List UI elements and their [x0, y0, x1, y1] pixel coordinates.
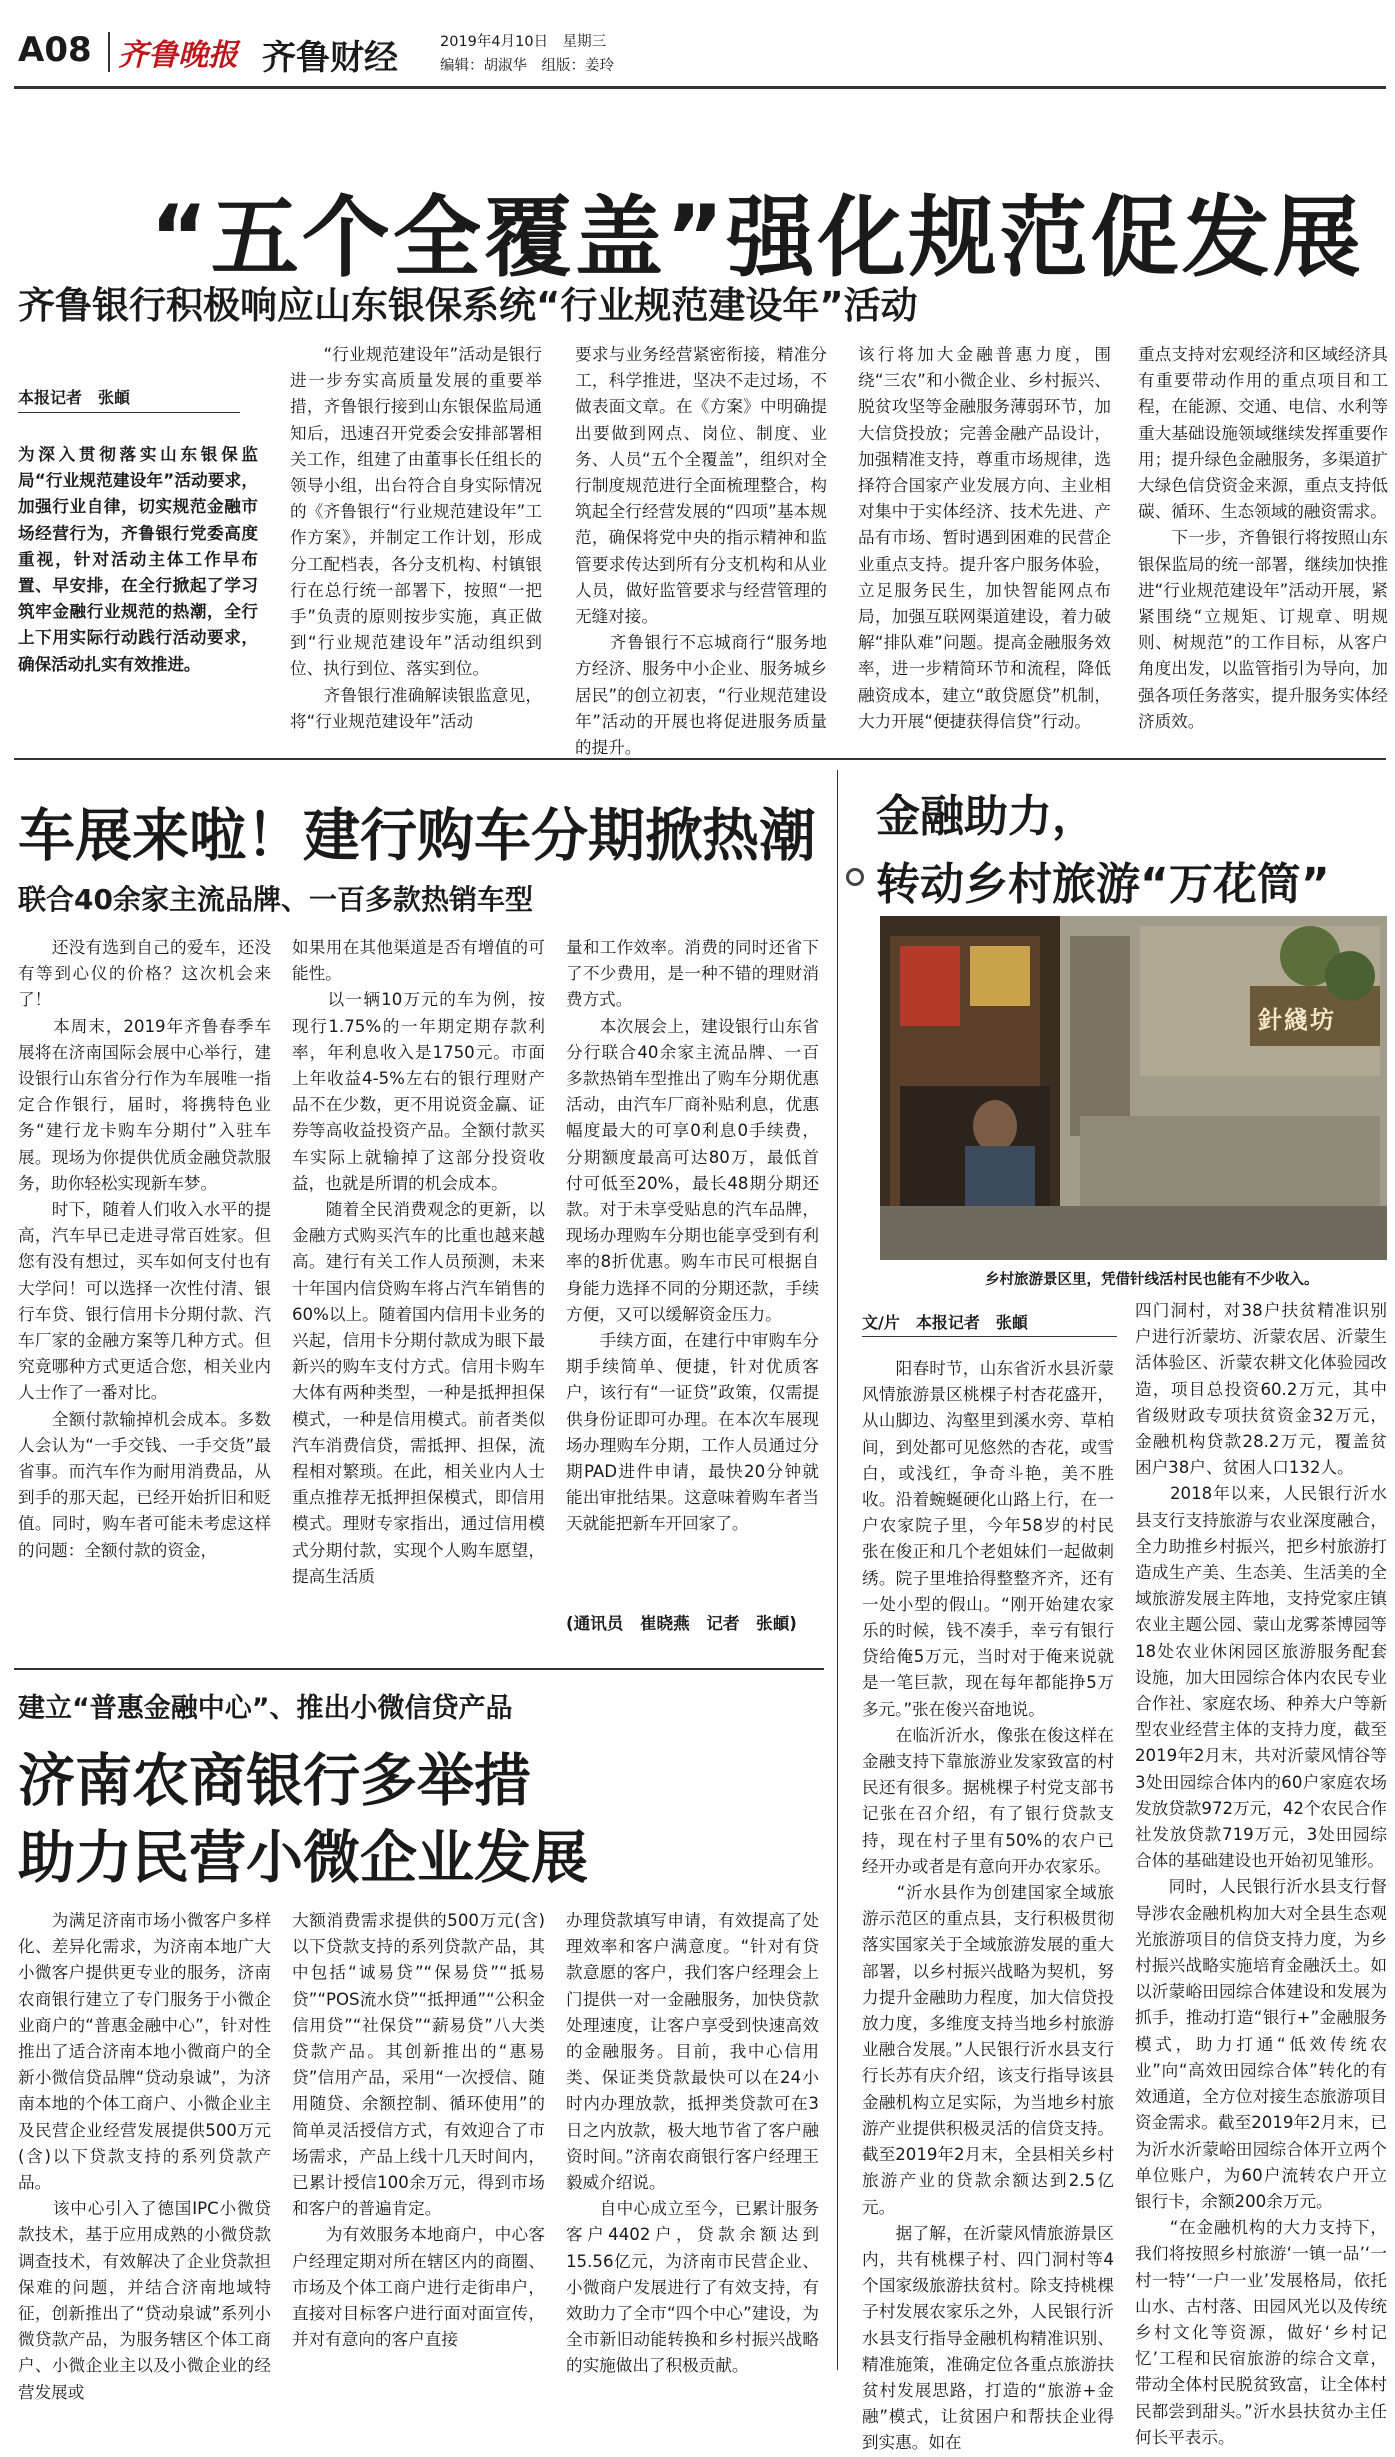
article1-col3: 要求与业务经营紧密衔接，精准分工，科学推进，坚决不走过场，不做表面文章。在《方案》中明确提出要做到网点、岗位、制度、业务、人员“五个全覆盖”，组织对全行制度规范进行全面梳理整合，构筑起全行经营发展的“四项”基本规范，确保将党中央的指示精神和监管要求传达到所有分支机构和从业人员，做好监管要求与经营管理的无缝对接。 齐鲁银行不忘城商行“服务地方经济、服务中小企业、服务城乡居民”的创立初衷，“行业规范建设年”活动的开展也将促进服务质量的提升。 — [575, 345, 827, 758]
village-photo-illustration — [880, 916, 1387, 1260]
page-number: A08 — [18, 30, 92, 70]
article3-kicker: 建立“普惠金融中心”、推出小微信贷产品 — [18, 1693, 513, 1724]
editor-credits: 编辑：胡淑华 组版：姜玲 — [440, 58, 614, 74]
headline-marker-icon — [846, 868, 864, 886]
article4-headline-line1: 金融助力， — [876, 791, 1096, 842]
article3-headline-line2: 助力民营小微企业发展 — [18, 1825, 588, 1891]
article1-col4: 该行将加大金融普惠力度，围绕“三农”和小微企业、乡村振兴、脱贫攻坚等金融服务薄弱环节，加大信贷投放；完善金融产品设计，加强精准支持，尊重市场规律，选择符合国家产业发展方向、主业相对集中于实体经济、技术先进、产品有市场、暂时遇到困难的民营企业重点支持。提升客户服务体验，立足服务民生，加快智能网点布局，加强互联网渠道建设，着力破解“排队难”问题。提高金融服务效率，进一步精简环节和流程，降低融资成本，建立“敢贷愿贷”机制，大力开展“便捷获得信贷”行动。 — [858, 345, 1111, 731]
article4-byline-rule — [862, 1336, 1117, 1337]
article2-col1: 还没有选到自己的爱车，还没有等到心仪的价格？这次机会来了！ 本周末，2019年齐鲁春季车展将在济南国际会展中心举行，建设银行山东省分行作为车展唯一指定合作银行，届时，将携特色业务“建行龙卡购车分期付”入驻车展。现场为你提供优质金融贷款服务，助你轻松实现新车梦。 时下，随着人们收入水平的提高，汽车早已走进寻常百姓家。但您有没有想过，买车如何支付也有大学问！可以选择一次性付清、银行车贷、银行信用卡分期付款、汽车厂家的金融方案等几种方式。但究竟哪种方式更适合您，相关业内人士作了一番对比。 全额付款输掉机会成本。多数人会认为“一手交钱、一手交货”最省事。而汽车作为耐用消费品，从到手的那天起，已经开始折旧和贬值。同时，购车者可能未考虑这样的问题：全额付款的资金， — [18, 938, 271, 1560]
header-divider — [108, 32, 110, 72]
article2-col2: 如果用在其他渠道是否有增值的可能性。 以一辆10万元的车为例，按现行1.75%的一年期定期存款利率，年利息收入是1750元。市面上年收益4-5%左右的银行理财产品不在少数，更不用说资金赢、证券等高收益投资产品。全额付款买车实际上就输掉了这部分投资收益，也就是所谓的机会成本。 随着全民消费观念的更新，以金融方式购买汽车的比重也越来越高。建行有关工作人员预测，未来十年国内信贷购车将占汽车销售的60%以上。随着国内信用卡业务的兴起，信用卡分期付款成为眼下最新兴的购车支付方式。信用卡购车大体有两种类型，一种是抵押担保模式，一种是信用模式。前者类似汽车消费信贷，需抵押、担保，流程相对繁琐。在此，相关业内人士重点推荐无抵押担保模式，即信用模式。理财专家指出，通过信用模式分期付款，实现个人购车愿望，提高生活质 — [292, 938, 545, 1586]
article2-headline: 车展来啦！建行购车分期掀热潮 — [18, 803, 816, 869]
article1-headline: “五个全覆盖”强化规范促发展 — [150, 186, 1364, 289]
article2-col3: 量和工作效率。消费的同时还省下了不少费用，是一种不错的理财消费方式。 本次展会上，建设银行山东省分行联合40余家主流品牌、一百多款热销车型推出了购车分期优惠活动，由汽车厂商补贴利息，优惠幅度最大的可享0利息0手续费，分期额度最高可达80万，最低首付可低至20%，最长48期分期还款。对于未享受贴息的汽车品牌，现场办理购车分期也能享受到有利率的8折优惠。购车市民可根据自身能力选择不同的分期还款，手续方便，又可以缓解资金压力。 手续方面，在建行中审购车分期手续简单、便捷，针对优质客户，该行有“一证贷”政策，仅需提供身份证即可办理。在本次车展现场办理购车分期，工作人员通过分期PAD进件申请，最快20分钟就能出审批结果。这意味着购车者当天就能把新车开回家了。 — [566, 938, 819, 1534]
article4-col2: 四门洞村，对38户扶贫精准识别户进行沂蒙坊、沂蒙农居、沂蒙生活体验区、沂蒙农耕文化体验园改造，项目总投资60.2万元，其中省级财政专项扶贫资金32万元，金融机构贷款28.2万元，覆盖贫困户38户、贫困人口132人。 2018年以来，人民银行沂水县支行支持旅游与农业深度融合，全力助推乡村振兴，把乡村旅游打造成生产美、生态美、生活美的全域旅游发展主阵地，支持党家庄镇农业主题公园、蒙山龙雾茶博园等18处农业休闲园区旅游服务配套设施，加大田园综合体内农民专业合作社、家庭农场、种养大户等新型农业经营主体的支持力度，截至2019年2月末，共对沂蒙风情谷等3处田园综合体内的60户家庭农场发放贷款972万元，42个农民合作社发放贷款719万元，3处田园综合体的基础建设也开始初见雏形。 同时，人民银行沂水县支行督导涉农金融机构加大对全县生态观光旅游项目的信贷支持力度，为乡村振兴战略实施培育金融沃土。如以沂蒙峪田园综合体建设和发展为抓手，推动打造“银行+”金融服务模式，助力打通“低效传统农业”向“高效田园综合体”转化的有效通道，全方位对接生态旅游项目资金需求。截至2019年2月末，已为沂水沂蒙峪田园综合体开立两个单位账户，为60户流转农户开立银行卡，余额200余万元。 “在金融机构的大力支持下，我们将按照乡村旅游‘一镇一品’‘一村一特’‘一户一业’发展格局，依托山水、古村落、田园风光以及传统乡村文化等资源，做好‘乡村记忆’工程和民宿旅游的综合文章，带动全体村民脱贫致富，让全体村民都尝到甜头。”沂水县扶贫办主任何长平表示。 — [1135, 1301, 1387, 2447]
article4-headline-line2: 转动乡村旅游“万花筒” — [876, 859, 1330, 910]
section-rule-2 — [14, 1668, 824, 1670]
article3-col1: 为满足济南市场小微客户多样化、差异化需求，为济南本地广大小微客户提供更专业的服务，济南农商银行建立了专门服务于小微企业商户的“普惠金融中心”，针对性推出了适合济南本地小微商户的全新小微信贷品牌“贷动泉诚”，为济南本地的个体工商户、小微企业主及民营企业经营发展提供500万元(含)以下贷款支持的系列贷款产品。 该中心引入了德国IPC小微贷款技术，基于应用成熟的小微贷款调查技术，有效解决了企业贷款担保难的问题，并结合济南地域特征，创新推出了“贷动泉诚”系列小微贷款产品，为服务辖区个体工商户、小微企业主以及小微企业的经营发展或 — [18, 1911, 271, 2402]
article4-byline: 文/片 本报记者 张頔 — [862, 1313, 1028, 1332]
article4-col1: 阳春时节，山东省沂水县沂蒙风情旅游景区桃棵子村杏花盛开，从山脚边、沟壑里到溪水旁、草柏间，到处都可见悠然的杏花，或雪白，或浅红，争奇斗艳，美不胜收。沿着蜿蜒硬化山路上行，在一户农家院子里，今年58岁的村民张在俊正和几个老姐妹们一起做刺绣。院子里堆拾得整整齐齐，还有一处小型的假山。“刚开始建农家乐的时候，钱不凑手，幸亏有银行贷给俺5万元，当时对于俺来说就是一笔巨款，现在每年都能挣5万多元。”张在俊兴奋地说。 在临沂沂水，像张在俊这样在金融支持下靠旅游业发家致富的村民还有很多。据桃棵子村党支部书记张在召介绍，有了银行贷款支持，现在村子里有50%的农户已经开办或者是有意向开办农家乐。 “沂水县作为创建国家全域旅游示范区的重点县，支行积极贯彻落实国家关于全域旅游发展的重大部署，以乡村振兴战略为契机，努力提升金融助力程度，加大信贷投放力度，多维度支持当地乡村旅游业融合发展。”人民银行沂水县支行行长苏有庆介绍，该支行指导该县金融机构立足实际，为当地乡村旅游产业提供积极灵活的信贷支持。截至2019年2月末，全县相关乡村旅游产业的贷款余额达到2.5亿元。 据了解，在沂蒙风情旅游景区内，共有桃棵子村、四门洞村等4个国家级旅游扶贫村。除支持桃棵子村发展农家乐之外，人民银行沂水县支行指导金融机构精准识别、精准施策，准确定位各重点旅游扶贫村发展思路，打造的“旅游+金融”模式，让贫困户和帮扶企业得到实惠。如在 — [862, 1359, 1114, 2453]
section-rule-1 — [14, 758, 1386, 760]
article2-credit: (通讯员 崔晓燕 记者 张頔) — [566, 1614, 797, 1633]
column-rule-right — [837, 770, 838, 2370]
issue-date: 2019年4月10日 星期三 — [440, 34, 607, 50]
article2-subhead: 联合40余家主流品牌、一百多款热销车型 — [18, 883, 533, 916]
byline-rule — [18, 412, 240, 413]
article1-byline: 本报记者 张頔 — [18, 388, 131, 407]
header-rule — [14, 86, 1386, 89]
photo-caption: 乡村旅游景区里，凭借针线活村民也能有不少收入。 — [985, 1272, 1319, 1288]
article4-photo — [880, 916, 1387, 1260]
section-title: 齐鲁财经 — [262, 38, 398, 78]
article1-col5: 重点支持对宏观经济和区域经济具有重要带动作用的重点项目和工程，在能源、交通、电信、水利等重大基础设施领域继续发挥重要作用；提升绿色金融服务，多渠道扩大绿色信贷资金来源，重点支持低碳、循环、生态领域的融资需求。 下一步，齐鲁银行将按照山东银保监局的统一部署，继续加快推进“行业规范建设年”活动开展，紧紧围绕“立规矩、订规章、明规则、树规范”的工作目标，从客户角度出发，以监管指引为导向，加强各项任务落实，提升服务实体经济质效。 — [1138, 345, 1388, 731]
article1-col2: “行业规范建设年”活动是银行进一步夯实高质量发展的重要举措，齐鲁银行接到山东银保监局通知后，迅速召开党委会安排部署相关工作，组建了由董事长任组长的领导小组，出台符合自身实际情况的《齐鲁银行“行业规范建设年”工作方案》，并制定工作计划，形成分工配档表，各分支机构、村镇银行在总行统一部署下，按照“一把手”负责的原则按步实施，真正做到“行业规范建设年”活动组织到位、执行到位、落实到位。 齐鲁银行准确解读银监意见，将“行业规范建设年”活动 — [290, 345, 542, 731]
article1-subhead: 齐鲁银行积极响应山东银保系统“行业规范建设年”活动 — [18, 284, 918, 327]
article3-col2: 大额消费需求提供的500万元(含)以下贷款支持的系列贷款产品，其中包括“诚易贷”“保易贷”“抵易贷”“POS流水贷”“抵押通”“公积金信用贷”“社保贷”“薪易贷”八大类贷款产品。其创新推出的“惠易贷”信用产品，采用“一次授信、随用随贷、余额控制、循环使用”的简单灵活授信方式，有效迎合了市场需求，产品上线十几天时间内，已累计授信100余万元，得到市场和客户的普遍肯定。 为有效服务本地商户，中心客户经理定期对所在辖区内的商圈、市场及个体工商户进行走街串户，直接对目标客户进行面对面宣传，并对有意向的客户直接 — [292, 1911, 545, 2350]
article3-col3: 办理贷款填写申请，有效提高了处理效率和客户满意度。“针对有贷款意愿的客户，我们客户经理会上门提供一对一金融服务，加快贷款处理速度，让客户享受到快速高效的金融服务。目前，我中心信用类、保证类贷款最快可以在24小时内办理放款，抵押类贷款可在3日之内放款，极大地节省了客户融资时间。”济南农商银行客户经理王毅威介绍说。 自中心成立至今，已累计服务客户4402户，贷款余额达到15.56亿元，为济南市民营企业、小微商户发展进行了有效支持，有效助力了全市“四个中心”建设，为全市新旧动能转换和乡村振兴战略的实施做出了积极贡献。 — [566, 1911, 819, 2376]
shop-sign: 針綫坊 — [1258, 1005, 1336, 1034]
article3-headline-line1: 济南农商银行多举措 — [18, 1748, 531, 1814]
header-info — [440, 30, 614, 78]
article1-lead: 为深入贯彻落实山东银保监局“行业规范建设年”活动要求，加强行业自律，切实规范金融市场经营行为，齐鲁银行党委高度重视，针对活动主体工作早布置、早安排，在全行掀起了学习筑牢金融行业规范的热潮，全行上下用实际行动践行活动要求，确保活动扎实有效推进。 — [18, 445, 258, 674]
newspaper-logo: 齐鲁晚报 — [118, 38, 238, 73]
